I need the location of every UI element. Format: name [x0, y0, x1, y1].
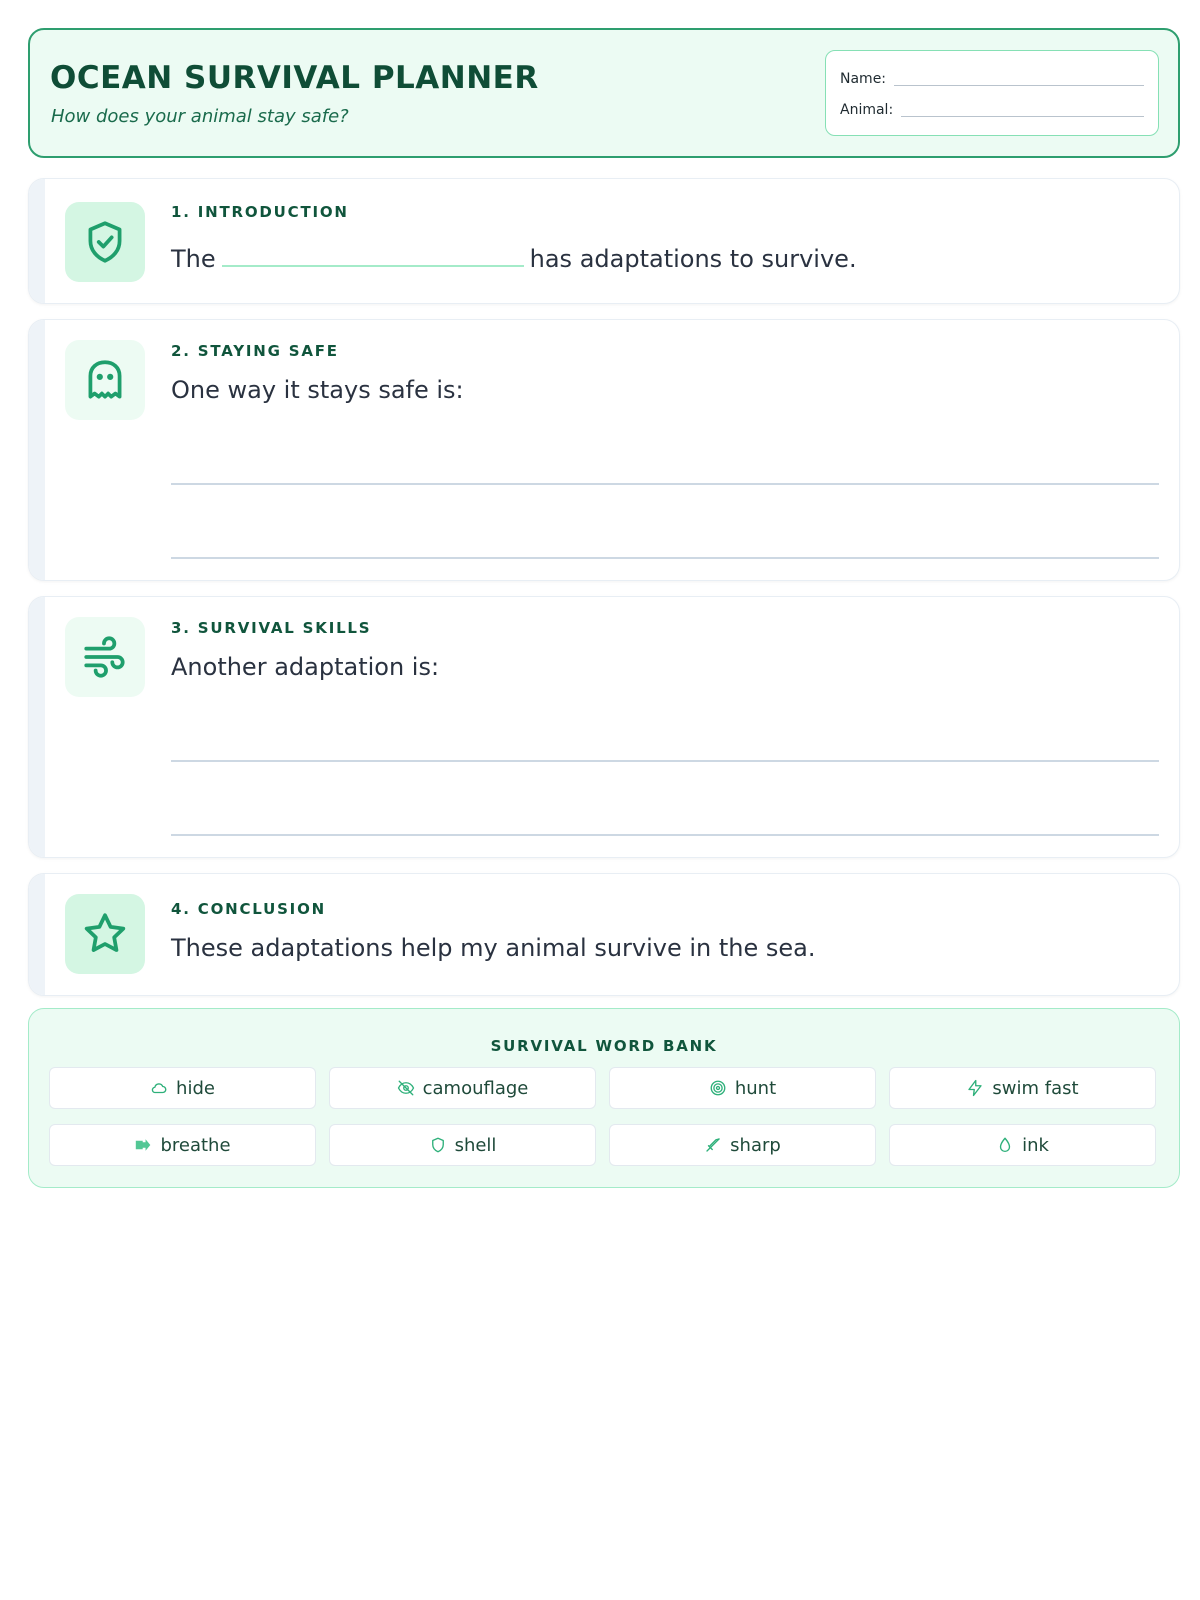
word-chip-camouflage[interactable] [329, 1067, 596, 1109]
word-label: swim fast [992, 1077, 1079, 1099]
wind-icon-box [65, 617, 145, 697]
answer-line[interactable] [171, 760, 1159, 762]
animal-label: Animal: [840, 102, 894, 118]
animal-field[interactable] [901, 116, 1144, 117]
sentence-start: The [171, 245, 216, 273]
shield-check-icon [80, 217, 130, 267]
target-icon [709, 1079, 727, 1097]
section-conclusion [28, 873, 1180, 996]
ghost-icon [80, 355, 130, 405]
page-title: OCEAN SURVIVAL PLANNER [50, 60, 539, 96]
answer-line[interactable] [171, 483, 1159, 485]
section-survival-skills [28, 596, 1180, 858]
word-chip-hide[interactable] [49, 1067, 316, 1109]
word-label: ink [1022, 1134, 1049, 1156]
student-info-box [825, 50, 1159, 136]
word-bank-title: SURVIVAL WORD BANK [490, 1037, 718, 1055]
lungs-icon [134, 1136, 152, 1154]
sword-icon [704, 1136, 722, 1154]
ghost-icon-box [65, 340, 145, 420]
page-subtitle: How does your animal stay safe? [51, 106, 349, 127]
section-introduction [28, 178, 1180, 304]
name-field[interactable] [894, 85, 1144, 86]
star-icon [80, 909, 130, 959]
section-label: 3. SURVIVAL SKILLS [171, 619, 372, 637]
cloud-icon [150, 1079, 168, 1097]
wind-icon [80, 632, 130, 682]
lightning-icon [966, 1079, 984, 1097]
word-chip-swim-fast[interactable] [889, 1067, 1156, 1109]
word-chip-shell[interactable] [329, 1124, 596, 1166]
word-label: hide [176, 1077, 215, 1099]
word-bank [28, 1008, 1180, 1188]
section-text: These adaptations help my animal survive in the sea. [171, 934, 816, 962]
word-chip-hunt[interactable] [609, 1067, 876, 1109]
section-staying-safe [28, 319, 1180, 581]
name-label: Name: [840, 71, 887, 87]
sentence-end: has adaptations to survive. [529, 245, 857, 273]
animal-blank-field[interactable] [222, 265, 524, 267]
section-prompt: One way it stays safe is: [171, 376, 464, 404]
section-prompt: Another adaptation is: [171, 653, 440, 681]
word-chip-sharp[interactable] [609, 1124, 876, 1166]
droplet-icon [996, 1136, 1014, 1154]
section-label: 4. CONCLUSION [171, 900, 326, 918]
shield-check-icon-box [65, 202, 145, 282]
shield-icon [429, 1136, 447, 1154]
section-sentence [171, 245, 857, 273]
answer-line[interactable] [171, 834, 1159, 836]
word-chip-breathe[interactable] [49, 1124, 316, 1166]
name-row [840, 65, 1144, 87]
eye-off-icon [397, 1079, 415, 1097]
word-chip-ink[interactable] [889, 1124, 1156, 1166]
animal-row [840, 96, 1144, 118]
answer-line[interactable] [171, 557, 1159, 559]
section-label: 1. INTRODUCTION [171, 203, 349, 221]
word-label: breathe [160, 1134, 231, 1156]
word-label: shell [454, 1134, 497, 1156]
word-label: hunt [734, 1077, 777, 1099]
star-icon-box [65, 894, 145, 974]
worksheet-header [28, 28, 1180, 158]
word-label: camouflage [422, 1077, 529, 1099]
section-label: 2. STAYING SAFE [171, 342, 339, 360]
word-label: sharp [730, 1134, 781, 1156]
